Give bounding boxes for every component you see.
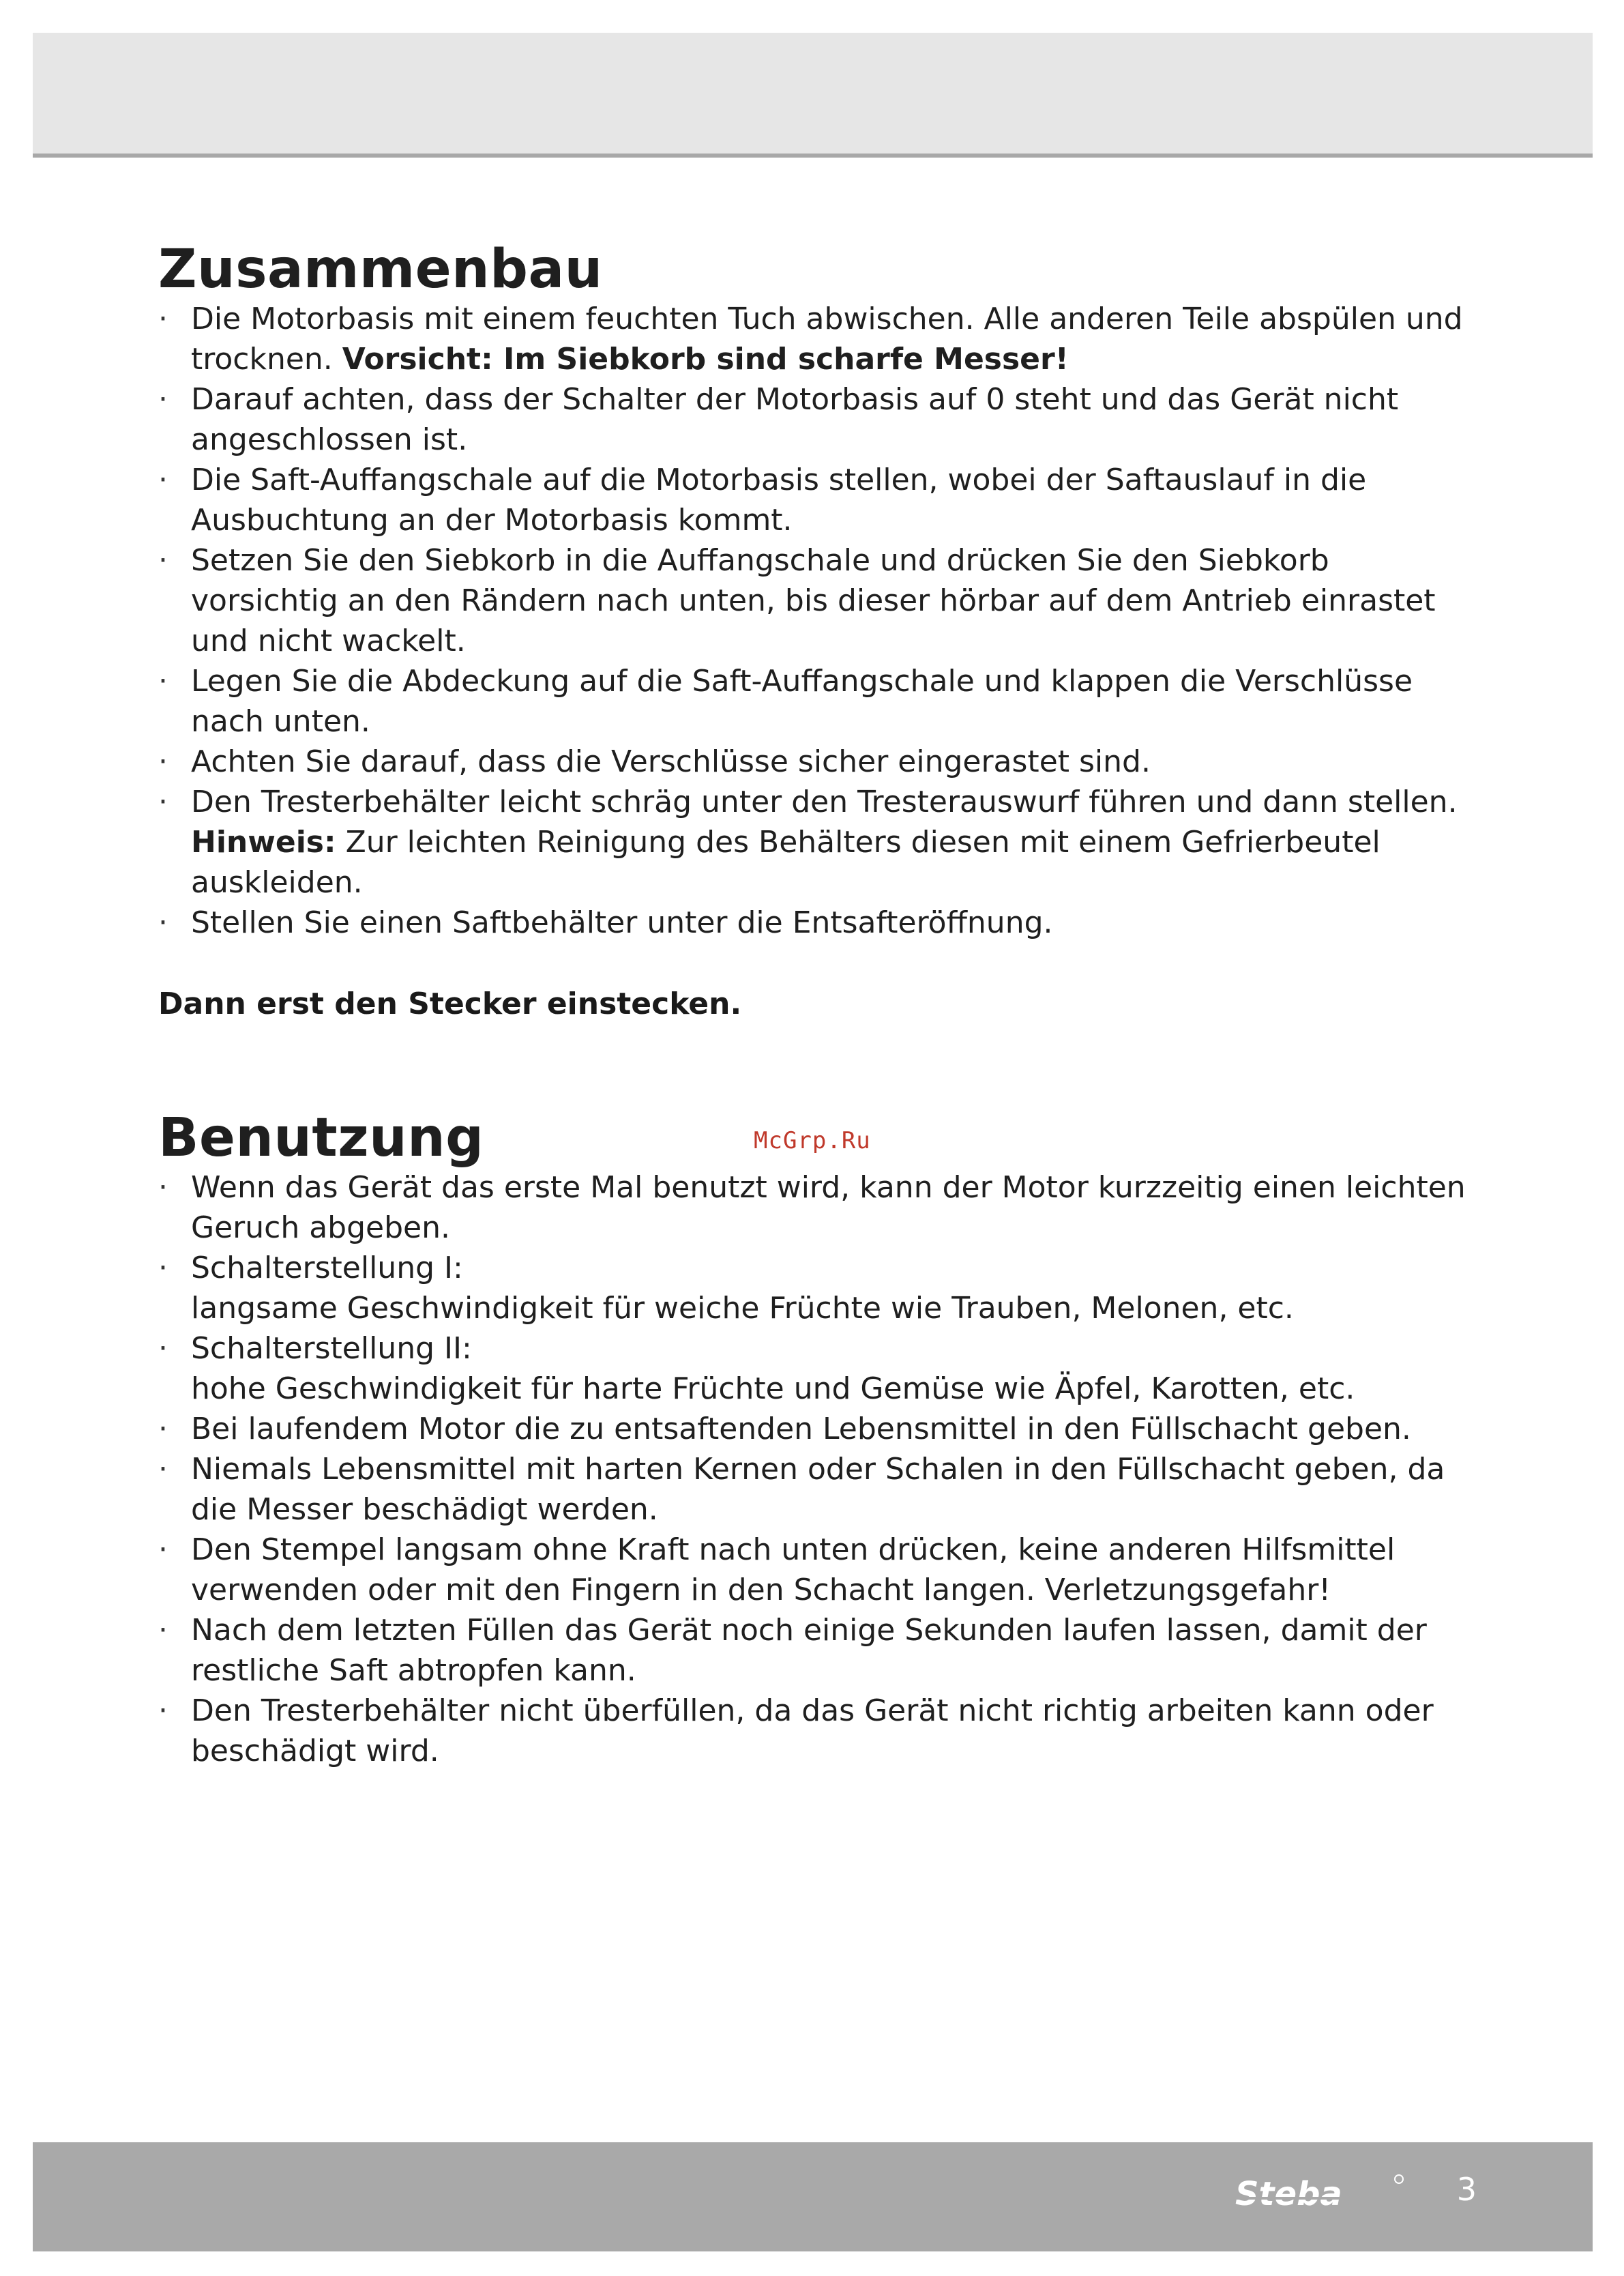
- list-item: · Stellen Sie einen Saftbehälter unter die Entsafteröffnung.: [158, 903, 1468, 943]
- section-usage: [158, 1109, 1468, 1771]
- header-band: [33, 33, 1593, 158]
- list-item: · Bei laufendem Motor die zu entsaftenden Lebensmittel in den Füllschacht geben.: [158, 1409, 1468, 1449]
- list-item: · Die Saft-Auffangschale auf die Motorbasis stellen, wobei der Saftauslauf in die Ausbuchtung an der Motorbasis kommt.: [158, 460, 1468, 540]
- steba-logo: [1231, 2171, 1408, 2219]
- usage-list: [158, 1167, 1468, 1771]
- closing-note: Dann erst den Stecker einstecken.: [158, 987, 742, 1021]
- list-item: · Legen Sie die Abdeckung auf die Saft-Auffangschale und klappen die Verschlüsse nach unten.: [158, 661, 1468, 742]
- watermark: McGrp.Ru: [754, 1127, 871, 1154]
- page-number: 3: [1456, 2171, 1477, 2208]
- list-item: · Den Tresterbehälter nicht überfüllen, da das Gerät nicht richtig arbeiten kann oder beschädigt wird.: [158, 1691, 1468, 1771]
- list-item: · Schalterstellung I: langsame Geschwindigkeit für weiche Früchte wie Trauben, Melonen, etc.: [158, 1248, 1468, 1328]
- logo-text: Steba: [1235, 2175, 1342, 2213]
- list-item: · Die Motorbasis mit einem feuchten Tuch abwischen. Alle anderen Teile abspülen und trocknen. Vorsicht: Im Siebkorb sind scharfe Messer!: [158, 299, 1468, 379]
- list-item: · Setzen Sie den Siebkorb in die Auffangschale und drücken Sie den Siebkorb vorsichtig an den Rändern nach unten, bis dieser hörbar auf dem Antrieb einrastet und nicht wackelt.: [158, 540, 1468, 661]
- assembly-list: [158, 299, 1468, 943]
- list-item: · Wenn das Gerät das erste Mal benutzt wird, kann der Motor kurzzeitig einen leichten Geruch abgeben.: [158, 1167, 1468, 1248]
- list-item: · Schalterstellung II: hohe Geschwindigkeit für harte Früchte und Gemüse wie Äpfel, Karotten, etc.: [158, 1328, 1468, 1409]
- footer-band: [33, 2142, 1593, 2251]
- list-item: · Nach dem letzten Füllen das Gerät noch einige Sekunden laufen lassen, damit der restliche Saft abtropfen kann.: [158, 1610, 1468, 1691]
- list-item: · Achten Sie darauf, dass die Verschlüsse sicher eingerastet sind.: [158, 742, 1468, 782]
- section-heading-usage: Benutzung: [158, 1107, 484, 1169]
- list-item: · Den Stempel langsam ohne Kraft nach unten drücken, keine anderen Hilfsmittel verwenden oder mit den Fingern in den Schacht langen. Verletzungsgefahr!: [158, 1530, 1468, 1610]
- hint-label: Hinweis:: [191, 825, 336, 860]
- list-item: · Darauf achten, dass der Schalter der Motorbasis auf 0 steht und das Gerät nicht angeschlossen ist.: [158, 379, 1468, 460]
- list-item: · Den Tresterbehälter leicht schräg unter den Tresterauswurf führen und dann stellen. Hinweis: Zur leichten Reinigung des Behälters diesen mit einem Gefrierbeutel auskleiden.: [158, 782, 1468, 903]
- list-item: · Niemals Lebensmittel mit harten Kernen oder Schalen in den Füllschacht geben, da die Messer beschädigt werden.: [158, 1449, 1468, 1530]
- section-assembly: [158, 240, 1468, 1024]
- section-heading-assembly: Zusammenbau: [158, 239, 603, 300]
